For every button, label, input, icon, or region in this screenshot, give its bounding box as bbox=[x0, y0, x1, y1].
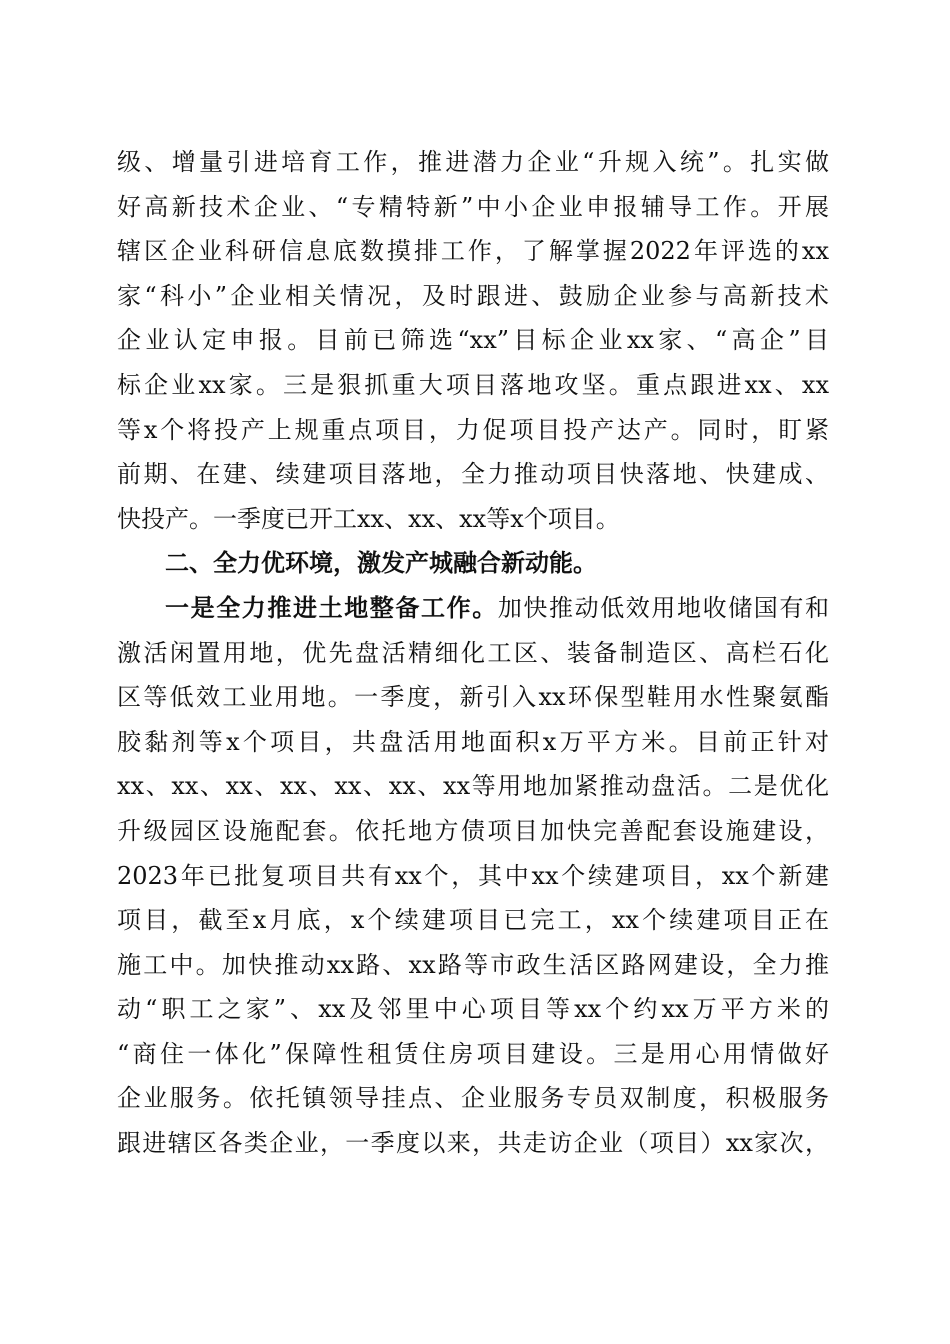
text-line: 标企业xx家。三是狠抓重大项目落地攻坚。重点跟进xx、xx bbox=[117, 370, 829, 399]
text-line: 企业认定申报。目前已筛选“xx”目标企业xx家、“高企”目 bbox=[117, 326, 829, 355]
text-line: 激活闲置用地，优先盘活精细化工区、装备制造区、高栏石化 bbox=[117, 638, 829, 667]
subheading-bold: 一是全力推进土地整备工作。 bbox=[165, 593, 498, 622]
text-line: 前期、在建、续建项目落地，全力推动项目快落地、快建成、 bbox=[117, 460, 829, 489]
text-span: 加快推动低效用地收储国有和 bbox=[497, 593, 829, 622]
text-line: 等x个将投产上规重点项目，力促项目投产达产。同时，盯紧 bbox=[117, 415, 829, 444]
text-line: xx、xx、xx、xx、xx、xx、xx等用地加紧推动盘活。二是优化 bbox=[117, 772, 829, 801]
text-line: 级、增量引进培育工作，推进潜力企业“升规入统”。扎实做 bbox=[117, 148, 829, 176]
text-line: 动“职工之家”、xx及邻里中心项目等xx个约xx万平方米的 bbox=[117, 995, 829, 1024]
document-body bbox=[117, 140, 829, 1166]
text-line: 家“科小”企业相关情况，及时跟进、鼓励企业参与高新技术 bbox=[117, 281, 829, 310]
text-line: 跟进辖区各类企业，一季度以来，共走访企业（项目）xx家次， bbox=[117, 1129, 829, 1158]
text-line: 胶黏剂等x个项目，共盘活用地面积x万平方米。目前正针对 bbox=[117, 727, 829, 756]
text-line: 快投产。一季度已开工xx、xx、xx等x个项目。 bbox=[117, 504, 620, 533]
text-line: 升级园区设施配套。依托地方债项目加快完善配套设施建设， bbox=[117, 816, 829, 845]
text-line: 好高新技术企业、“专精特新”中小企业申报辅导工作。开展 bbox=[117, 192, 829, 221]
text-line: 企业服务。依托镇领导挂点、企业服务专员双制度，积极服务 bbox=[117, 1084, 829, 1113]
text-line: 区等低效工业用地。一季度，新引入xx环保型鞋用水性聚氨酯 bbox=[117, 683, 829, 712]
text-line: 2023年已批复项目共有xx个，其中xx个续建项目，xx个新建 bbox=[117, 861, 829, 890]
text-line: 辖区企业科研信息底数摸排工作，了解掌握2022年评选的xx bbox=[117, 237, 829, 266]
paragraph-first-line bbox=[117, 586, 829, 631]
text-line: “商住一体化”保障性租赁住房项目建设。三是用心用情做好 bbox=[117, 1039, 829, 1068]
text-line: 项目，截至x月底，x个续建项目已完工，xx个续建项目正在 bbox=[117, 906, 829, 935]
text-line: 施工中。加快推动xx路、xx路等市政生活区路网建设，全力推 bbox=[117, 950, 829, 979]
section-heading: 二、全力优环境，激发产城融合新动能。 bbox=[165, 549, 597, 578]
